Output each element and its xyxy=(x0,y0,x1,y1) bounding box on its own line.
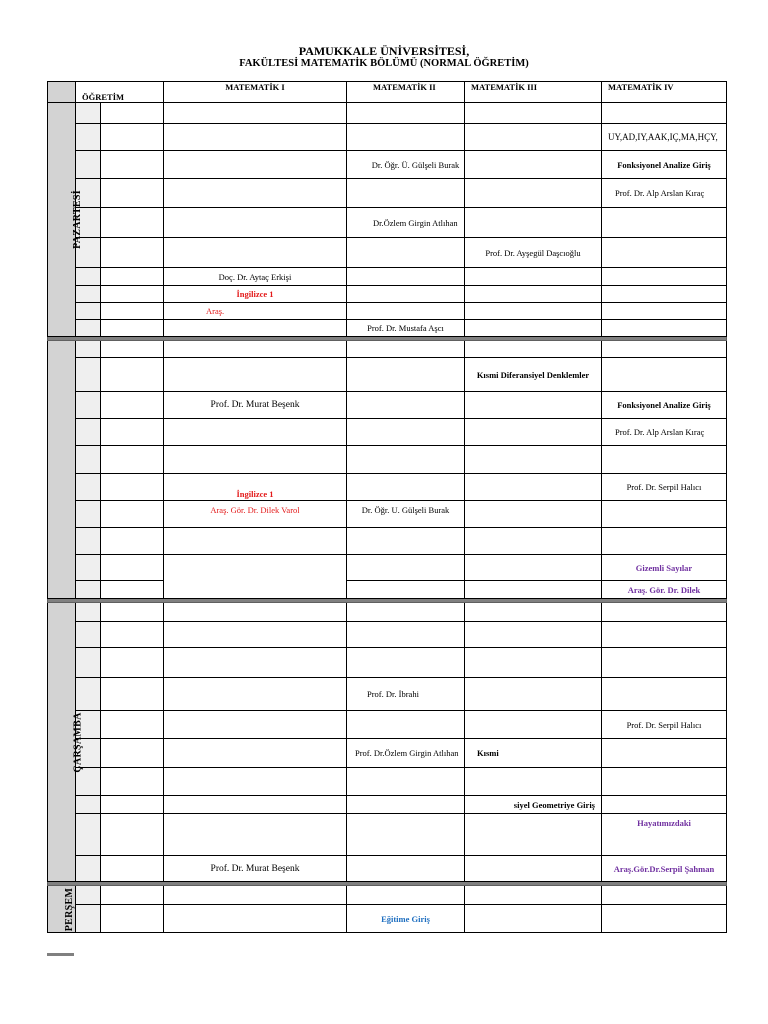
cell-text: Prof. Dr. Alp Arslan Kıraç xyxy=(602,419,727,446)
table-row xyxy=(48,419,727,446)
header-matematik-3: MATEMATİK III xyxy=(465,82,602,103)
bottom-separator xyxy=(47,953,74,956)
table-row xyxy=(48,648,727,678)
cell-text: İngilizce 1 xyxy=(164,286,347,303)
cell-text: Kısmi xyxy=(465,739,602,768)
table-row xyxy=(48,320,727,337)
cell-text: Dr. Öğr. U. Gülşeli Burak xyxy=(347,501,465,528)
table-row xyxy=(48,179,727,208)
table-row xyxy=(48,528,727,555)
day-label-carsamba: ÇARŞAMBA xyxy=(48,603,76,882)
day-label-persembe: PERŞEM xyxy=(48,886,76,933)
table-row xyxy=(48,103,727,124)
cell-text: Fonksiyonel Analize Giriş xyxy=(602,392,727,419)
cell-text: İngilizce 1 xyxy=(164,474,347,501)
cell-text: Prof. Dr. Mustafa Aşcı xyxy=(347,320,465,337)
table-row xyxy=(48,238,727,268)
table-row xyxy=(48,392,727,419)
cell-text: Araş.Gör.Dr.Serpil Şahman xyxy=(602,856,727,882)
header-ogretim: ÖĞRETİM xyxy=(76,82,164,103)
cell-text: Fonksiyonel Analize Giriş xyxy=(602,151,727,179)
table-row xyxy=(48,856,727,882)
cell-text: siyel Geometriye Giriş xyxy=(465,796,602,814)
day-label-pazartesi: PAZARTESİ xyxy=(48,103,76,337)
department-subtitle: FAKÜLTESİ MATEMATİK BÖLÜMÜ (NORMAL ÖĞRETİM) xyxy=(239,58,529,69)
table-row xyxy=(48,474,727,501)
cell-text: Dr. Öğr. Ü. Gülşeli Burak xyxy=(347,151,465,179)
cell-text: UY,AD,IY,AAK,IÇ,MA,HÇY, xyxy=(602,124,727,151)
cell-text: Dr.Özlem Girgin Atlıhan xyxy=(347,208,465,238)
table-row xyxy=(48,739,727,768)
cell-text: Prof. Dr. Murat Beşenk xyxy=(164,392,347,419)
table-row xyxy=(48,905,727,933)
table-row xyxy=(48,796,727,814)
cell-text: Kısmi Diferansiyel Denklemler xyxy=(465,358,602,392)
table-row xyxy=(48,555,727,581)
table-row xyxy=(48,886,727,905)
table-row xyxy=(48,711,727,739)
cell-text: Prof. Dr.Özlem Girgin Atlıhan xyxy=(347,739,465,768)
header-day-cell xyxy=(48,82,76,103)
header-row xyxy=(48,82,727,103)
table-row xyxy=(48,358,727,392)
header-matematik-1: MATEMATİK I xyxy=(164,82,347,103)
cell-text: Prof. Dr. Murat Beşenk xyxy=(164,856,347,882)
cell-text: Araş. Gör. Dr. Dilek Varol xyxy=(164,501,347,528)
table-row xyxy=(48,124,727,151)
cell-text: Eğitime Giriş xyxy=(347,905,465,933)
cell-text: Prof. Dr. Alp Arslan Kıraç xyxy=(602,179,727,208)
table-row xyxy=(48,768,727,796)
table-row xyxy=(48,814,727,856)
table-row xyxy=(48,286,727,303)
cell-text: Prof. Dr. Ayşegül Daşcıoğlu xyxy=(465,238,602,268)
university-title: PAMUKKALE ÜNİVERSİTESİ, xyxy=(298,44,470,58)
table-row xyxy=(48,678,727,711)
table-row xyxy=(48,208,727,238)
table-row xyxy=(48,581,727,599)
table-row xyxy=(48,446,727,474)
cell-text: Prof. Dr. İbrahi xyxy=(347,678,465,711)
table-row xyxy=(48,303,727,320)
cell-text: Araş. Gör. Dr. Dilek xyxy=(602,581,727,599)
cell-text: Hayatımızdaki xyxy=(602,814,727,856)
cell-text: Prof. Dr. Serpil Halıcı xyxy=(602,474,727,501)
table-row xyxy=(48,501,727,528)
schedule-table xyxy=(47,81,727,933)
day-label-sali xyxy=(48,341,76,599)
cell-text: Prof. Dr. Serpil Halıcı xyxy=(602,711,727,739)
table-row xyxy=(48,151,727,179)
cell-text: Doç. Dr. Aytaç Erkişi xyxy=(164,268,347,286)
cell-text: Araş. xyxy=(164,303,347,320)
table-row xyxy=(48,268,727,286)
header-matematik-4: MATEMATİK IV xyxy=(602,82,727,103)
table-row xyxy=(48,341,727,358)
table-row xyxy=(48,622,727,648)
header-matematik-2: MATEMATİK II xyxy=(347,82,465,103)
table-row xyxy=(48,603,727,622)
cell-text: Gizemli Sayılar xyxy=(602,555,727,581)
